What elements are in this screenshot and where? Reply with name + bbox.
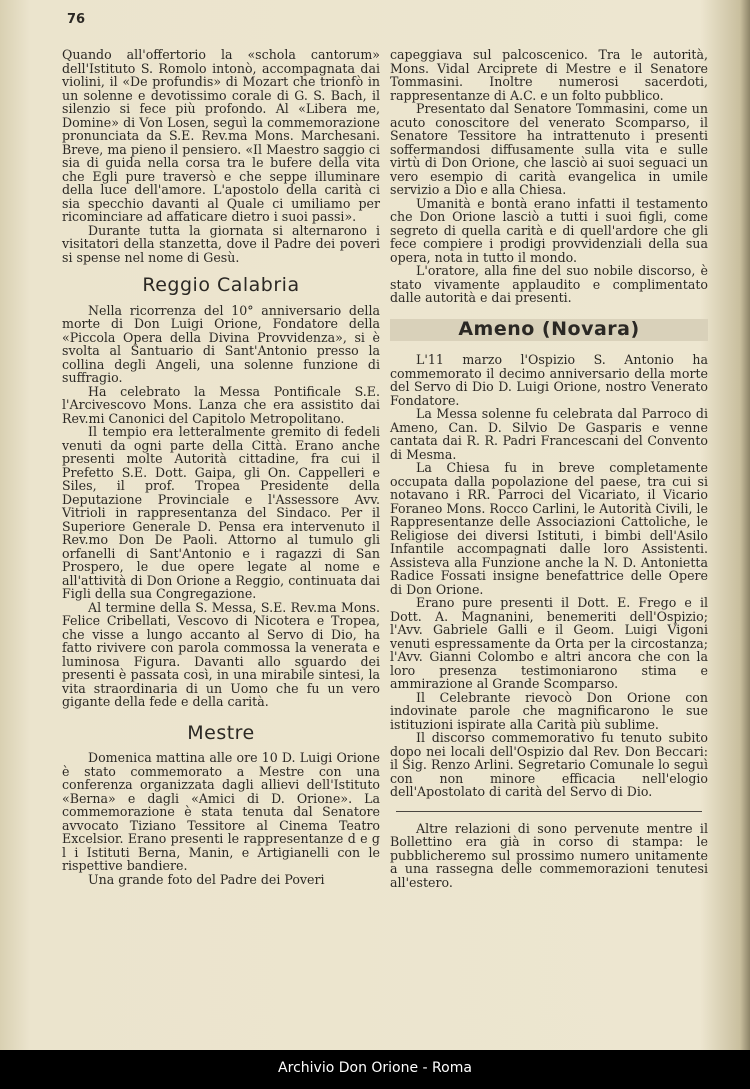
ameno-paragraph: Erano pure presenti il Dott. E. Frego e il Dott. A. Magnanini, benemeriti dell'Ospizio; l'Avv. Gabriele Galli e il Geom. Luigi Vigoni venuti espressamente da Orta per la circostanza; l'Avv. Gianni Colombo e altri ancora che con la loro presenza testimoniarono stima e ammirazione al Grande Scomparso.	[390, 595, 708, 691]
ameno-paragraph: La Messa solenne fu celebrata dal Parroco di Ameno, Can. D. Silvio De Gasparis e venne cantata dai R. R. Padri Francescani del Convento di Mesma.	[390, 406, 708, 462]
intro-paragraph: Durante tutta la giornata si alternarono i visitatori della stanzetta, dove il Padre dei poveri si spense nel nome di Gesù.	[62, 222, 380, 265]
ameno-paragraph: La Chiesa fu in breve completamente occupata dalla popolazione del paese, tra cui si notavano i RR. Parroci del Vicariato, il Vicario Foraneo Mons. Rocco Carlini, le Autorità Civili, le Rappresentanze delle Associazioni Cattoliche, le Religiose dei diversi Istituti, i bimbi dell'Asilo Infantile accompagnati dalle loro Assistenti. Assisteva alla Funzione anche la N. D. Antonietta Radice Fossati insigne benefattrice delle Opere di Don Orione.	[390, 460, 708, 597]
mestre-paragraph: Una grande foto del Padre dei Poveri	[88, 871, 325, 887]
intro-paragraph: Quando all'offertorio la «schola cantorum» dell'Istituto S. Romolo intonò, accompagnata dai violini, il «De profundis» di Mozart che trionfò in un solenne e devotissimo corale di G. S. Bach, il silenzio si fece più profondo. Al «Libera me, Domine» di Von Losen, seguì la commemorazione pronunciata da S.E. Rev.ma Mons. Marchesani. Breve, ma pieno il pensiero. «Il Maestro saggio ci sia di guida nella corsa tra le bufere della vita che Egli pure traversò e che seppe illuminare della luce dell'amore. L'apostolo della carità ci sia specchio davanti al Quale ci umiliamo per ricominciare ad affaticare dietro i suoi passi».	[62, 47, 380, 224]
ameno-paragraph: L'11 marzo l'Ospizio S. Antonio ha commemorato il decimo anniversario della morte del Servo di Dio D. Luigi Orione, nostro Venerato Fondatore.	[390, 352, 708, 408]
ameno-paragraph: Il discorso commemorativo fu tenuto subito dopo nei locali dell'Ospizio dal Rev. Don Beccari: il Sig. Renzo Arlini. Segretario Comunale lo seguì con non minore efficacia nell'elogio dell'Apostolato di carità del Servo di Dio.	[390, 730, 708, 799]
archive-footer-label: Archivio Don Orione - Roma	[278, 1060, 472, 1076]
reggio-paragraph: Nella ricorrenza del 10° anniversario della morte di Don Luigi Orione, Fondatore della «Piccola Opera della Divina Provvidenza», si è svolta al Santuario di Sant'Antonio presso la collina degli Angeli, una solenne funzione di suffragio.	[62, 302, 380, 385]
page-number: 76	[67, 12, 86, 27]
mestre-paragraph: Domenica mattina alle ore 10 D. Luigi Orione è stato commemorato a Mestre con una conferenza organizzata dagli allievi dell'Istituto «Berna» e dagli «Amici di D. Orione». La commemorazione è stata tenuta dal Senatore avvocato Tiziano Tessitore al Cinema Teatro Excelsior. Erano presenti le rappresentanze d e g l i Istituti Berna, Manin, e Artigianelli con le rispettive bandiere.	[62, 750, 380, 873]
reggio-paragraph: Ha celebrato la Messa Pontificale S.E. l'Arcivescovo Mons. Lanza che era assistito dai Rev.mi Canonici del Capitolo Metropolitano.	[62, 383, 380, 426]
mestre-continued-paragraph: capeggiava sul palcoscenico. Tra le autorità, Mons. Vidal Arciprete di Mestre e il Senatore Tommasini. Inoltre numerosi sacerdoti, rappresentanze di A.C. e un folto pubblico.	[390, 47, 708, 103]
right-column	[390, 48, 708, 889]
ameno-paragraph: Il Celebrante rievocò Don Orione con indovinate parole che magnificarono le sue istituzioni ispirate alla Carità più sublime.	[390, 689, 708, 732]
mestre-continued-paragraph: Umanità e bontà erano infatti il testamento che Don Orione lasciò a tutti i suoi figli, come segreto di quella carità e di quell'ardore che gli fece compiere i prodigi provvidenziali della sua opera, nota in tutto il mondo.	[390, 195, 708, 265]
section-title-reggio-calabria: Reggio Calabria	[142, 274, 300, 296]
section-title-mestre: Mestre	[187, 721, 255, 744]
section-title-ameno: Ameno (Novara)	[390, 319, 708, 342]
left-column	[62, 48, 380, 886]
mestre-continued-paragraph: L'oratore, alla fine del suo nobile discorso, è stato vivamente applaudito e complimentato dalle autorità e dai presenti.	[390, 263, 708, 305]
closing-note-divider	[396, 811, 702, 812]
mestre-continued-paragraph: Presentato dal Senatore Tommasini, come un acuto conoscitore del venerato Scomparso, il Senatore Tessitore ha intrattenuto i presenti soffermandosi diffusamente sulla vita e sulle virtù di Don Orione, che lasciò ai suoi seguaci un vero esempio di carità evangelica in umile servizio a Dio e alla Chiesa.	[390, 101, 708, 197]
reggio-paragraph: Al termine della S. Messa, S.E. Rev.ma Mons. Felice Cribellati, Vescovo di Nicotera e Tropea, che visse a lungo accanto al Servo di Dio, ha fatto rivivere con parola commossa la venerata e luminosa Figura. Davanti allo sguardo dei presenti è passata così, in una mirabile sintesi, la vita straordinaria di un Uomo che fu un vero gigante della fede e della carità.	[62, 599, 380, 709]
closing-note: Altre relazioni di sono pervenute mentre il Bollettino era già in corso di stampa: le pubblicheremo sul prossimo numero unitamente a una rassegna delle commemorazioni tenutesi all'estero.	[390, 820, 708, 890]
reggio-paragraph: Il tempio era letteralmente gremito di fedeli venuti da ogni parte della Città. Erano anche presenti molte Autorità cittadine, fra cui il Prefetto S.E. Dott. Gaipa, gli On. Cappelleri e Siles, il prof. Tropea Presidente della Deputazione Provinciale e l'Assessore Avv. Vitrioli in rappresentanza del Sindaco. Per il Superiore Generale D. Pensa era intervenuto il Rev.mo Don De Paoli. Attorno al tumulo gli orfanelli di Sant'Antonio e i ragazzi di San Prospero, le due opere legate al nome e all'attività di Don Orione a Reggio, continuata dai Figli della sua Congregazione.	[62, 424, 380, 601]
